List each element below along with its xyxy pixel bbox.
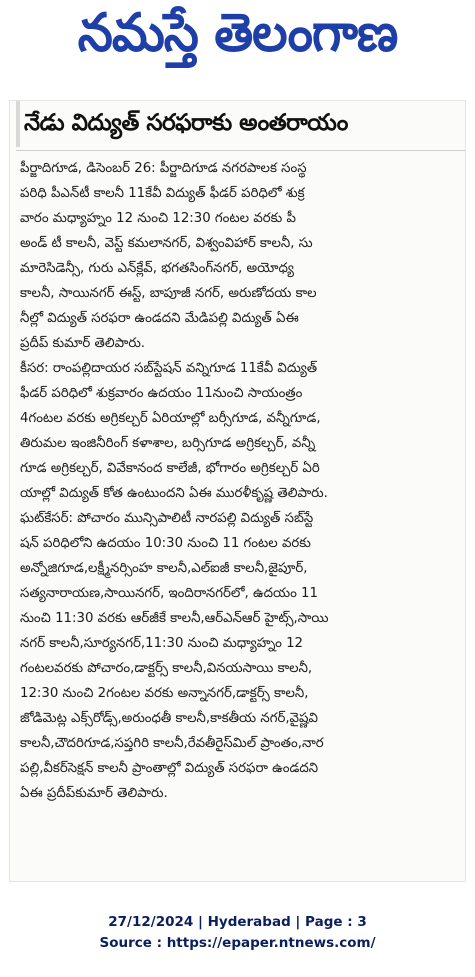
newspaper-masthead: [0, 0, 475, 78]
article-line: ఫీడర్ పరిధిలో శుక్రవారం ఉదయం 11నుంచి సాయంత్రం: [20, 386, 303, 401]
article-body: [20, 156, 455, 806]
article-line: అన్నోజిగూడ,లక్ష్మీనర్సింహ కాలనీ,ఎల్ఐజీ కాలనీ,జైపూర్,: [20, 561, 308, 576]
headline-divider: [16, 150, 465, 151]
article-line: 12:30 నుంచి 2గంటల వరకు అన్నానగర్,డాక్టర్స్ కాలనీ,: [20, 686, 309, 701]
article-line: పరిధి పీఎన్‌టీ కాలనీ 11కేవీ విద్యుత్ ఫీడర్ పరిధిలో శుక్ర: [20, 186, 305, 201]
article-line: ఘట్‌కేసర్: పోచారం మున్సిపాలిటీ నారపల్లి విద్యుత్ సబ్‌స్టే: [20, 511, 314, 526]
article-headline: నేడు విద్యుత్ సరఫరాకు అంతరాయం: [24, 110, 348, 136]
article-line: 4గంటల వరకు అగ్రికల్చర్ ఏరియాల్లో బర్సీగూడ, వన్నీగూడ,: [20, 411, 321, 426]
article-line: కీసర: రాంపల్లిదాయర సబ్‌స్టేషన్ వన్నిగూడ 11కేవీ విద్యుత్: [20, 361, 318, 376]
article-line: జోడిమెట్ల ఎక్స్‌రోడ్స్,అరుంధతీ కాలనీ,కాకతీయ నగర్,వైష్ణవి: [20, 711, 318, 726]
article-line: మారెసిడెన్సీ, గురు ఎన్‌క్లేవ్, భగతసింగ్‌నగర్, అయోధ్య: [20, 261, 294, 276]
article-line: కాలనీ,చౌదరిగూడ,సప్తగిరి కాలనీ,రేవతీరైస్‌మిల్ ప్రాంతం,నార: [20, 736, 324, 751]
footer-dateline: 27/12/2024 | Hyderabad | Page : 3: [108, 914, 367, 930]
footer-source-link[interactable]: Source : https://epaper.ntnews.com/: [99, 935, 376, 951]
article-line: తిరుమల ఇంజినీరింగ్ కళాశాల, బర్సిగూడ అగ్రికల్చర్, వన్నీ: [20, 436, 316, 451]
article-line: పీర్జాదిగూడ, డిసెంబర్ 26: పీర్జాదిగూడ నగరపాలక సంస్థ: [20, 161, 307, 176]
article-line: ఏఈ ప్రదీప్‌కుమార్ తెలిపారు.: [20, 786, 168, 801]
article-line: కాలనీ, సాయినగర్ ఈస్ట్, బాపూజీ నగర్, అరుణోదయ కాల: [20, 286, 317, 301]
article-line: వారం మధ్యాహ్నం 12 నుంచి 12:30 గంటల వరకు పీ: [20, 211, 296, 226]
article-line: ప్రదీప్ కుమార్ తెలిపారు.: [20, 336, 146, 351]
headline-accent-bar: [16, 101, 20, 147]
page-footer: [0, 912, 475, 954]
article-line: గంటలవరకు పోచారం,డాక్టర్స్ కాలనీ,వినయసాయి కాలనీ,: [20, 661, 313, 676]
article-line: పల్లి,వీకర్‌సెక్షన్ కాలనీ ప్రాంతాల్లో విద్యుత్ సరఫరా ఉండదని: [20, 761, 319, 776]
article-line: యాల్లో విద్యుత్ కోత ఉంటుందని ఏఈ మురళీకృష్ణ తెలిపారు.: [20, 486, 328, 501]
article-line: గూడ అగ్రికల్చర్, వివేకానంద కాలేజీ, భోగారం అగ్రికల్చర్ ఏరి: [20, 461, 320, 476]
masthead-title: నమస్తే తెలంగాణ: [77, 1, 398, 63]
article-line: సత్యనారాయణ,సాయినగర్, ఇందిరానగర్‌లో, ఉదయం 11: [20, 586, 318, 601]
article-line: నగర్ కాలనీ,సూర్యనగర్,11:30 నుంచి మధ్యాహ్నం 12: [20, 636, 304, 651]
article-line: అండ్ టీ కాలనీ, వెస్ట్ కమలానగర్, విశ్వంవిహార్ కాలనీ, సు: [20, 236, 313, 251]
article-line: నుంచి 11:30 వరకు ఆర్‌జీకే కాలనీ,ఆర్‌ఎన్‌ఆర్ హైట్స్,సాయి: [20, 611, 329, 626]
article-line: నీల్లో విద్యుత్ సరఫరా ఉండదని మేడిపల్లి విద్యుత్ ఏఈ: [20, 311, 299, 326]
article-line: షన్ పరిధిలోని ఉదయం 10:30 నుంచి 11 గంటల వరకు: [20, 536, 311, 551]
